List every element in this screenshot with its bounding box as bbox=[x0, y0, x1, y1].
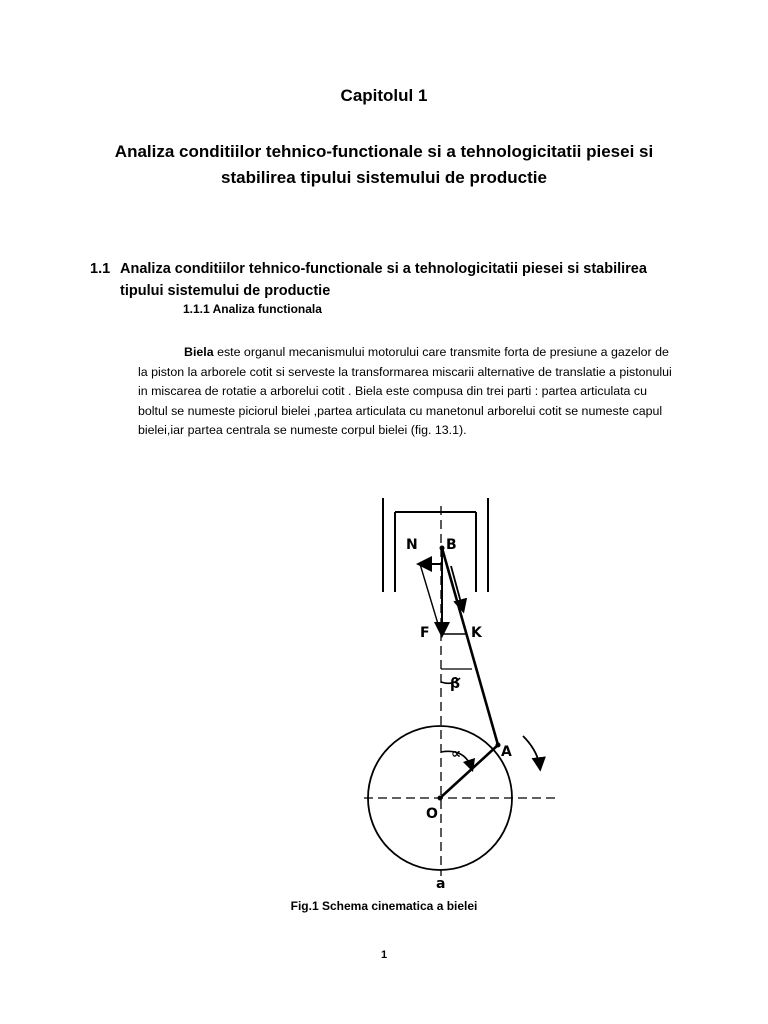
page-title: Analiza conditiilor tehnico-functionale si a tehnologicitatii piesei si stabilirea tipului sistemului de productie bbox=[114, 142, 654, 187]
section-heading bbox=[90, 258, 690, 302]
label-o: O bbox=[426, 806, 438, 822]
body-paragraph bbox=[138, 343, 678, 441]
connecting-rod-line bbox=[442, 548, 498, 745]
crank-line bbox=[440, 745, 498, 798]
figure-caption: Fig.1 Schema cinematica a bielei bbox=[290, 899, 478, 913]
subsection-heading: 1.1.1 Analiza functionala bbox=[183, 302, 322, 316]
chapter-heading: Capitolul 1 bbox=[340, 86, 428, 105]
point-a-marker bbox=[496, 743, 501, 748]
label-bottom: a bbox=[436, 876, 446, 892]
section-number: 1.1 bbox=[90, 261, 111, 277]
paragraph-text: este organul mecanismului motorului care transmite forta de presiune a gazelor de la piston la arborele cotit si serveste la transformarea miscarii alternative de translatie a pistonului in miscarea de rotatie a arborelui cotit . Biela este compusa din trei parti : partea articulata cu boltul se numeste piciorul bielei ,partea articulata cu manetonul arborelui cotit se numeste capul bielei,iar partea centrala se numeste corpul bielei (fig. 13.1). bbox=[138, 345, 672, 437]
page-number: 1 bbox=[380, 949, 388, 961]
point-b-marker bbox=[440, 546, 445, 551]
point-o-marker bbox=[438, 796, 443, 801]
label-beta: β bbox=[450, 676, 461, 692]
label-f: F bbox=[420, 625, 430, 641]
rotation-arrow bbox=[523, 736, 540, 768]
label-n: N bbox=[406, 537, 418, 553]
label-a: A bbox=[501, 744, 512, 760]
force-parallelogram-line bbox=[420, 564, 441, 634]
label-alpha: ∝ bbox=[451, 746, 461, 762]
label-b: B bbox=[446, 537, 457, 553]
section-title: Analiza conditiilor tehnico-functionale si a tehnologicitatii piesei si stabilirea tipului sistemului de productie bbox=[120, 261, 647, 299]
cylinder-outline bbox=[383, 498, 488, 592]
paragraph-lead-term: Biela bbox=[184, 345, 214, 359]
label-k: K bbox=[471, 625, 482, 641]
connecting-rod-kinematic-diagram bbox=[350, 486, 560, 896]
